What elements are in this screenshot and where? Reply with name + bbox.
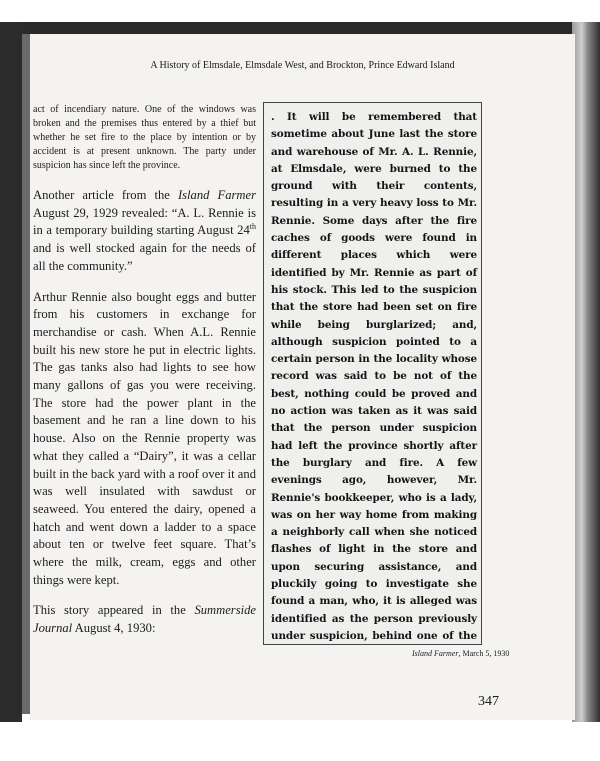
paragraph-suffix: August 4, 1930:	[72, 621, 156, 636]
quote-fragment: act of incendiary nature. One of the windows was broken and the premises thus entered by a thief but whether he set fire to the place by intention or by accident is at present unknown. The party under suspicion has since left the province.	[33, 104, 256, 171]
caption-date: , March 5, 1930	[458, 649, 510, 658]
publication-name: Summerside Journal	[33, 603, 256, 636]
book-spine	[0, 22, 22, 722]
paragraph-prefix: Another article from the	[33, 188, 178, 202]
book-top-edge	[0, 22, 600, 34]
paragraph-eggs-dairy: Arthur Rennie also bought eggs and butter from his customers in exchange for merchandise or cash. When A.L. Rennie built his new store he put in electric lights. The gas tanks also had lights to see how many gallons of gas you were receiving. The store had the power plant in the basement and he ran a line down to his house. Also on the Rennie property was what they called a “Dairy”, it was a cellar built in the back yard with a roof over it and was well insulated with sawdust or seaweed. You entered the dairy, opened a hatch and went down a ladder to a space about ten or twelve feet square. That’s where the milk, cream, eggs and other things were kept.	[33, 289, 256, 587]
clipping-text: . It will be remembered that sometime about June last the store and warehouse of Mr. A. L. Rennie, at Elmsdale, were burned to the ground with their contents, resulting in a very heavy loss to Mr. Rennie. Some days after the fire caches of goods were found in different places which were identified by Mr. Rennie as part of his stock. This led to the suspicion that the store had been set on fire while being burglarized; and, although suspicion pointed to a certain person in the locality whose record was said to be not of the best, nothing could be proved and no action was taken as it was said that the person under suspicion had left the province shortly after the burglary and fire. A few evenings ago, however, Mr. Rennie's bookkeeper, who is a lady, was on her way home from making a neighborly call when she noticed flashes of light in the store and upon securing assistance, and pluckily going to investigate she found a man, who, it is alleged was identified as the person previously under suspicion, behind one of the	[271, 111, 477, 642]
paragraph-prefix: This story appeared in the	[33, 603, 195, 618]
book-page-edges	[572, 22, 600, 722]
paragraph-suffix: and is well stocked again for the needs of all the community.”	[33, 241, 256, 273]
newspaper-clipping	[263, 102, 482, 645]
paragraph-summerside	[33, 602, 256, 637]
left-column	[33, 103, 256, 651]
publication-name: Island Farmer	[177, 188, 257, 202]
running-head: A History of Elmsdale, Elmsdale West, and Brockton, Prince Edward Island	[150, 60, 455, 71]
caption-publication: Island Farmer	[412, 649, 459, 658]
paragraph-island-farmer	[33, 187, 256, 276]
clipping-caption	[412, 649, 509, 658]
ordinal-superscript: th	[249, 222, 256, 232]
book-gutter-shadow	[22, 34, 30, 714]
page-number: 347	[478, 694, 499, 709]
paragraph-middle: August 29, 1929 revealed: “A. L. Rennie is in a temporary building starting August 24	[33, 205, 256, 238]
